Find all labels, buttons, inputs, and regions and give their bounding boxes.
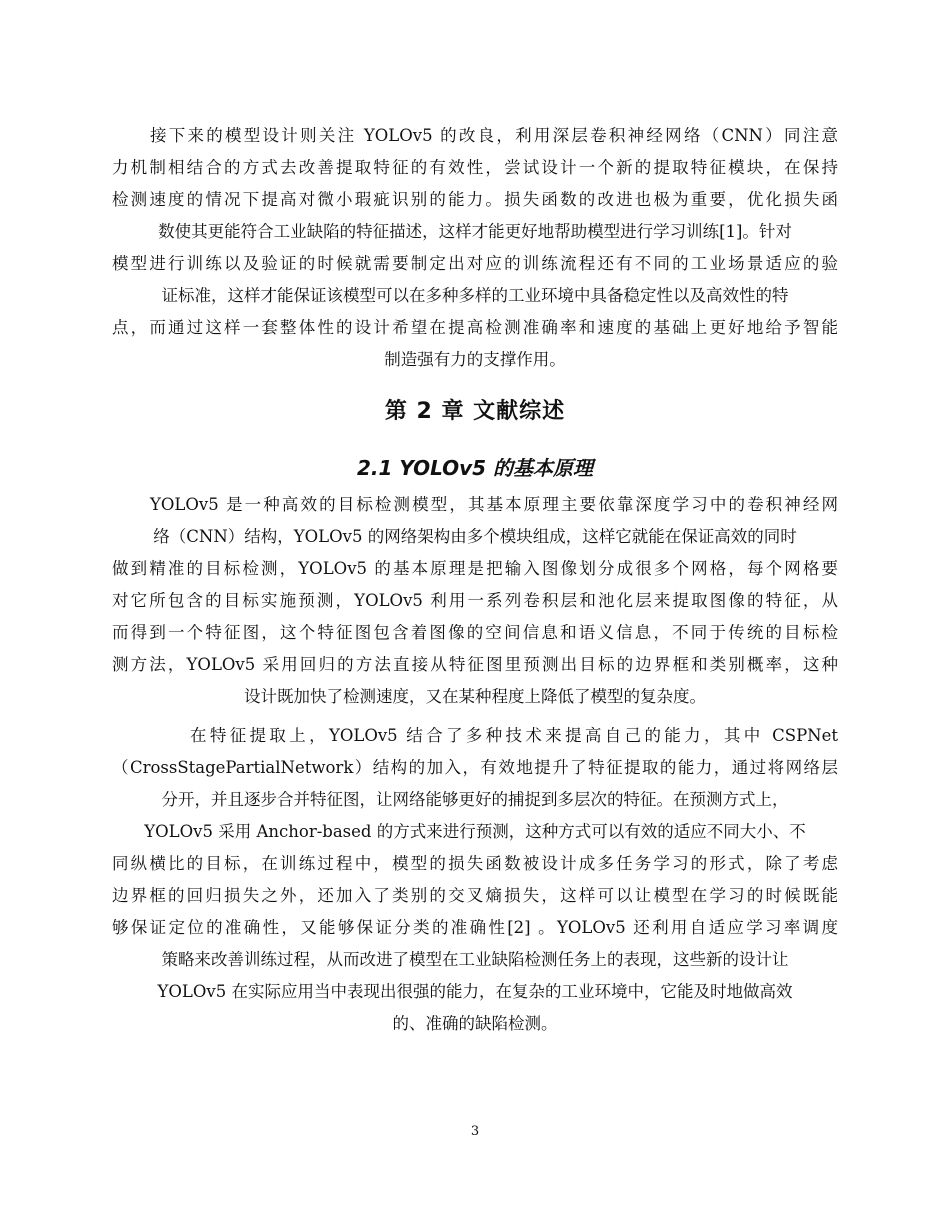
text-line: YOLOv5 在实际应用当中表现出很强的能力，在复杂的工业环境中，它能及时地做高效: [157, 982, 793, 1001]
paragraph-features: [112, 720, 838, 1040]
text-line: 做到精准的目标检测，YOLOv5 的基本原理是把输入图像划分成很多个网格，每个网格要: [112, 559, 838, 578]
text-line: 证标准，这样才能保证该模型可以在多种多样的工业环境中具备稳定性以及高效性的特: [161, 286, 789, 305]
chapter-title: 第 2 章 文献综述: [384, 399, 566, 424]
text-line: 测方法，YOLOv5 采用回归的方法直接从特征图里预测出目标的边界框和类别概率，这种: [112, 655, 838, 674]
paragraph-principle: [112, 489, 838, 713]
text-line: 制造强有力的支撑作用。: [384, 350, 566, 369]
text-line: 够保证定位的准确性，又能够保证分类的准确性[2] 。YOLOv5 还利用自适应学习率调度: [112, 918, 838, 937]
section-title: 2.1 YOLOv5 的基本原理: [356, 456, 594, 480]
text-line: 检测速度的情况下提高对微小瑕疵识别的能力。损失函数的改进也极为重要，优化损失函: [112, 190, 838, 209]
text-line: 在特征提取上，YOLOv5 结合了多种技术来提高自己的能力，其中 CSPNet: [190, 726, 838, 745]
text-line: 分开，并且逐步合并特征图，让网络能够更好的捕捉到多层次的特征。在预测方式上，: [161, 790, 789, 809]
text-line: 力机制相结合的方式去改善提取特征的有效性，尝试设计一个新的提取特征模块，在保持: [112, 158, 838, 177]
text-line: 对它所包含的目标实施预测，YOLOv5 利用一系列卷积层和池化层来提取图像的特征，从: [112, 591, 838, 610]
text-line: 络（CNN）结构，YOLOv5 的网络架构由多个模块组成，这样它就能在保证高效的同时: [153, 527, 797, 546]
text-line: 接下来的模型设计则关注 YOLOv5 的改良，利用深层卷积神经网络（CNN）同注意: [150, 126, 838, 145]
text-line: 同纵横比的目标，在训练过程中，模型的损失函数被设计成多任务学习的形式，除了考虑: [112, 854, 838, 873]
text-line: 策略来改善训练过程，从而改进了模型在工业缺陷检测任务上的表现，这些新的设计让: [161, 950, 789, 969]
text-line: 设计既加快了检测速度，又在某种程度上降低了模型的复杂度。: [244, 687, 706, 706]
text-line: 而得到一个特征图，这个特征图包含着图像的空间信息和语义信息，不同于传统的目标检: [112, 623, 838, 642]
text-line: YOLOv5 是一种高效的目标检测模型，其基本原理主要依靠深度学习中的卷积神经网: [150, 495, 838, 514]
text-line: 的、准确的缺陷检测。: [392, 1014, 558, 1033]
text-line: YOLOv5 采用 Anchor-based 的方式来进行预测，这种方式可以有效的适应不同大小、不: [144, 822, 806, 841]
text-line: 点，而通过这样一套整体性的设计希望在提高检测准确率和速度的基础上更好地给予智能: [112, 318, 838, 337]
text-line: 边界框的回归损失之外，还加入了类别的交叉熵损失，这样可以让模型在学习的时候既能: [112, 886, 838, 905]
text-line: （CrossStagePartialNetwork）结构的加入，有效地提升了特征提取的能力，通过将网络层: [112, 758, 838, 777]
page-number: 3: [470, 1124, 480, 1139]
paragraph-intro: [112, 120, 838, 376]
text-line: 数使其更能符合工业缺陷的特征描述，这样才能更好地帮助模型进行学习训练[1]。针对: [158, 222, 792, 241]
text-line: 模型进行训练以及验证的时候就需要制定出对应的训练流程还有不同的工业场景适应的验: [112, 254, 838, 273]
